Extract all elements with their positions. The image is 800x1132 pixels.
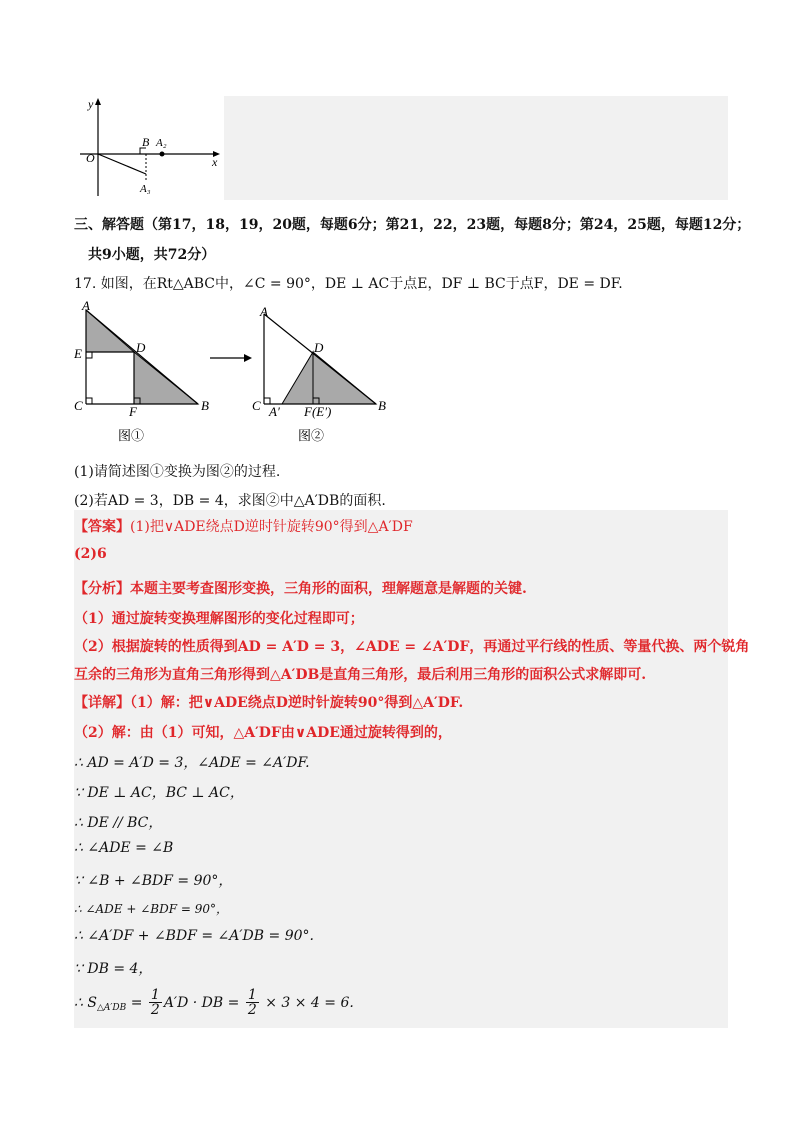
answer-text1: (1)把∨ADE绕点D逆时针旋转90°得到△A′DF (130, 519, 413, 535)
answer-line2: (2)6 (74, 546, 107, 562)
fig2-label-c: C (252, 398, 261, 413)
detail-step-8: ∵ DB = 4， (74, 961, 153, 977)
question-part2: (2)若AD = 3，DB = 4，求图②中△A′DB的面积. (74, 493, 386, 509)
fig1-label-e: E (74, 346, 82, 361)
coordinate-svg (74, 96, 224, 200)
analysis-p1: （1）通过旋转变换理解图形的变化过程即可； (74, 611, 364, 627)
question-stem (74, 273, 623, 293)
fig1-label-c: C (74, 398, 83, 413)
detail-step-3: ∴ DE // BC， (74, 815, 163, 831)
y-arrow (95, 98, 101, 105)
detail-step-6: ∴ ∠ADE + ∠BDF = 90°， (74, 902, 229, 916)
fig1-label-b: B (201, 398, 209, 413)
analysis-tag: 【分析】 (74, 581, 130, 597)
detail-step-5: ∵ ∠B + ∠BDF = 90°， (74, 873, 233, 889)
transform-arrow-head (244, 354, 252, 362)
detail-s1: （1）解：把∨ADE绕点D逆时针旋转90°得到△A′DF. (130, 695, 464, 711)
fig1-label-d: D (136, 340, 146, 355)
section-header-line1: 三、解答题（第17，18，19，20题，每题6分；第21，22，23题，每题8分；第24，25题，每题12分； (74, 217, 751, 233)
detail-s2: （2）解：由（1）可知，△A′DF由∨ADE通过旋转得到的， (74, 725, 452, 741)
fraction-1-den: 2 (150, 1002, 160, 1018)
fig1-label-a: A (82, 300, 90, 313)
point-a2 (160, 152, 165, 157)
label-o: O (86, 151, 95, 165)
label-b: B (142, 135, 150, 149)
fraction-2 (246, 988, 259, 1017)
fraction-1-num: 1 (150, 987, 160, 1003)
coordinate-figure (74, 96, 224, 200)
question-number: 17. (74, 276, 97, 292)
analysis-p2a: （2）根据旋转的性质得到AD = A′D = 3，∠ADE = ∠A′DF，再通过平行线的性质、等量代换、两个锐角 (74, 639, 750, 655)
detail-step-4: ∴ ∠ADE = ∠B (74, 840, 174, 856)
fig2-caption: 图② (298, 428, 325, 443)
detail-line1 (74, 692, 463, 712)
fig2-label-f-e-prime: F(E′) (304, 404, 332, 419)
answer-line1 (74, 516, 413, 536)
fig2-label-a: A (260, 304, 268, 319)
section-header-line2: 共9小题，共72分） (88, 247, 216, 263)
analysis-p2b: 互余的三角形为直角三角形得到△A′DB是直角三角形，最后利用三角形的面积公式求解即可. (74, 667, 647, 683)
final-eq1: = (126, 994, 147, 1011)
segment-oa3 (98, 154, 146, 174)
question-part1: (1)请简述图①变换为图②的过程. (74, 464, 281, 480)
label-x: x (212, 155, 218, 169)
fig2-label-a-prime: A′ (269, 404, 280, 419)
analysis-line (74, 578, 527, 598)
label-a2: A₂ (156, 137, 167, 149)
fig1-right-angle-c (86, 398, 92, 404)
fig2-triangle-a-prime-df (282, 352, 313, 404)
fig1-label-f: F (129, 404, 137, 419)
final-prefix: ∴ S (74, 994, 97, 1011)
label-a3: A₃ (140, 183, 151, 195)
label-y: y (88, 97, 94, 111)
figures-area (74, 300, 404, 446)
fraction-1 (149, 988, 162, 1017)
fraction-2-num: 1 (247, 987, 257, 1003)
final-end: × 3 × 4 = 6. (260, 994, 354, 1011)
fraction-2-den: 2 (247, 1002, 257, 1018)
analysis-intro: 本题主要考查图形变换，三角形的面积，理解题意是解题的关键. (130, 581, 527, 597)
final-mid2: A′D · DB = (163, 994, 244, 1011)
figures-svg (74, 300, 404, 446)
detail-final-formula (74, 988, 354, 1017)
detail-step-2: ∵ DE ⊥ AC，BC ⊥ AC， (74, 785, 244, 801)
fig2-label-b: B (378, 398, 386, 413)
fig2-label-d: D (314, 340, 324, 355)
final-subscript: △A′DB (96, 1002, 127, 1013)
fig1-right-angle-e (86, 352, 92, 358)
answer-tag: 【答案】 (74, 519, 130, 535)
detail-step-1: ∴ AD = A′D = 3，∠ADE = ∠A′DF. (74, 755, 310, 771)
fig1-caption: 图① (118, 428, 145, 443)
detail-step-7: ∴ ∠A′DF + ∠BDF = ∠A′DB = 90°. (74, 928, 314, 944)
question-text: 如图，在Rt△ABC中，∠C = 90°，DE ⊥ AC于点E，DF ⊥ BC于点F，DE = DF. (100, 276, 623, 292)
detail-tag: 【详解】 (74, 695, 130, 711)
